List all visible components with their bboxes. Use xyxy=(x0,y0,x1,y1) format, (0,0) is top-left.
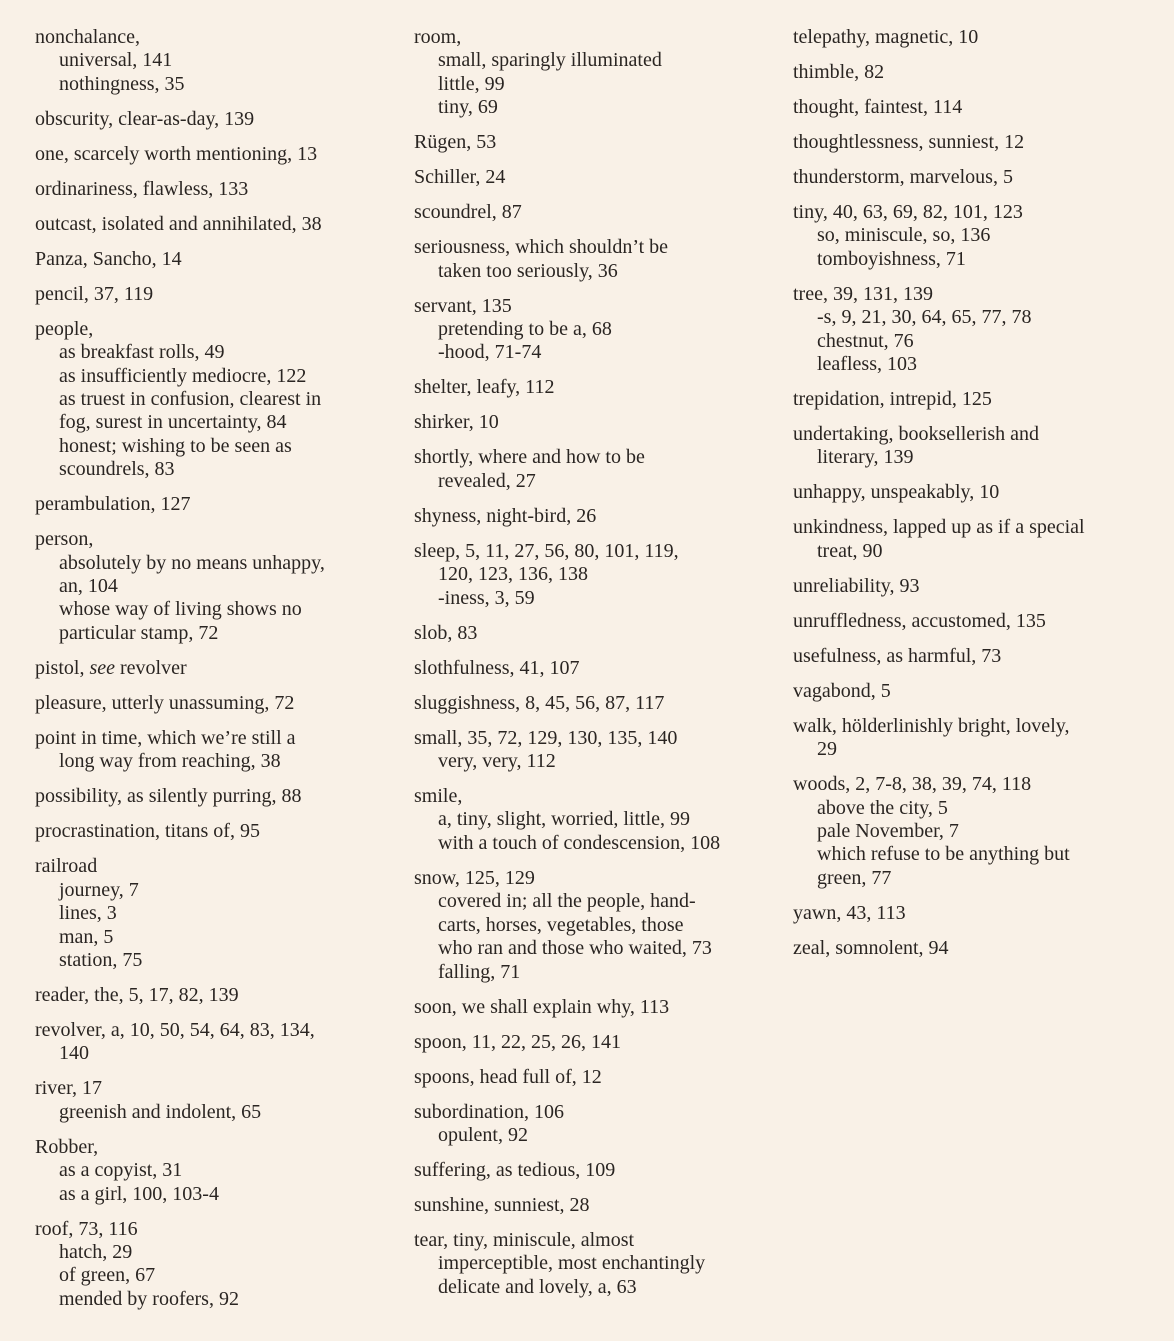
index-subentry: -s, 9, 21, 30, 64, 65, 77, 78 xyxy=(817,306,1032,329)
index-heading: soon, we shall explain why, 113 xyxy=(414,995,670,1018)
index-heading: thought, faintest, 114 xyxy=(793,96,963,118)
index-entry xyxy=(793,610,1155,633)
index-entry xyxy=(793,902,1155,925)
index-entry xyxy=(35,318,397,482)
index-entry xyxy=(414,1066,776,1089)
index-heading: usefulness, as harmful, 73 xyxy=(793,644,1002,667)
index-entry xyxy=(35,143,397,166)
index-subentry: as insufficiently mediocre, 122 xyxy=(59,364,307,387)
index-subentry: tomboyishness, 71 xyxy=(817,247,966,270)
index-entry xyxy=(414,657,776,680)
index-entry xyxy=(35,1136,397,1206)
index-entry xyxy=(414,201,776,224)
index-heading: one, scarcely worth mentioning, 13 xyxy=(35,142,318,165)
index-heading: Schiller, 24 xyxy=(414,166,506,189)
index-subentry: who ran and those who waited, 73 xyxy=(438,937,712,960)
index-subentry: carts, horses, vegetables, those xyxy=(438,913,684,936)
index-heading: yawn, 43, 113 xyxy=(793,901,906,924)
index-heading: suffering, as tedious, 109 xyxy=(414,1158,616,1181)
index-subentry: which refuse to be anything but xyxy=(817,843,1070,866)
index-heading: roof, 73, 116 xyxy=(35,1217,138,1240)
index-subentry: as a copyist, 31 xyxy=(59,1159,183,1182)
index-entry xyxy=(35,657,397,680)
index-heading: subordination, 106 xyxy=(414,1100,564,1123)
index-entry xyxy=(793,283,1155,377)
index-heading: small, 35, 72, 129, 130, 135, 140 xyxy=(414,726,678,749)
index-subentry: fog, surest in uncertainty, 84 xyxy=(59,411,287,434)
index-subentry: -hood, 71-74 xyxy=(438,341,542,364)
index-entry xyxy=(414,1229,776,1299)
index-entry xyxy=(793,423,1155,470)
index-entry xyxy=(35,493,397,516)
index-subentry: universal, 141 xyxy=(59,49,173,72)
index-entry xyxy=(414,622,776,645)
index-subentry: as truest in confusion, clearest in xyxy=(59,388,322,411)
index-entry xyxy=(793,575,1155,598)
index-subentry: lines, 3 xyxy=(59,902,117,925)
index-subentry: a, tiny, slight, worried, little, 99 xyxy=(438,808,691,831)
index-subentry: imperceptible, most enchantingly xyxy=(438,1252,706,1275)
index-subentry: of green, 67 xyxy=(59,1264,156,1287)
index-subentry: literary, 139 xyxy=(817,446,914,469)
index-heading: thimble, 82 xyxy=(793,61,885,83)
index-heading: unruffledness, accustomed, 135 xyxy=(793,609,1046,632)
index-heading: shyness, night-bird, 26 xyxy=(414,504,597,527)
cross-reference-target: revolver xyxy=(115,656,187,679)
index-heading: pleasure, utterly unassuming, 72 xyxy=(35,691,295,714)
index-subentry: green, 77 xyxy=(817,866,892,889)
index-entry xyxy=(35,692,397,715)
index-entry xyxy=(793,61,1155,84)
index-heading: scoundrel, 87 xyxy=(414,201,522,224)
index-entry xyxy=(793,645,1155,668)
index-subentry: chestnut, 76 xyxy=(817,329,914,352)
index-subentry: pale November, 7 xyxy=(817,820,959,843)
index-heading: river, 17 xyxy=(35,1077,102,1100)
index-heading: revolver, a, 10, 50, 54, 64, 83, 134, xyxy=(35,1018,315,1041)
index-heading: ordinariness, flawless, 133 xyxy=(35,177,249,200)
index-heading: snow, 125, 129 xyxy=(414,866,535,889)
index-heading: sunshine, sunniest, 28 xyxy=(414,1193,590,1216)
index-subentry: opulent, 92 xyxy=(438,1123,528,1146)
index-heading: unreliability, 93 xyxy=(793,574,920,597)
index-entry xyxy=(35,178,397,201)
index-entry xyxy=(35,984,397,1007)
index-entry xyxy=(414,131,776,154)
index-entry xyxy=(793,715,1155,762)
index-entry xyxy=(35,213,397,236)
index-entry xyxy=(793,773,1155,890)
index-entry xyxy=(414,295,776,365)
index-subentry: 29 xyxy=(817,738,837,761)
index-subentry: honest; wishing to be seen as xyxy=(59,434,292,457)
index-entry xyxy=(35,26,397,96)
index-subentry: as a girl, 100, 103-4 xyxy=(59,1182,219,1205)
index-column-3 xyxy=(793,26,1155,972)
index-subentry: very, very, 112 xyxy=(438,750,556,773)
index-heading: smile, xyxy=(414,785,463,808)
index-heading: obscurity, clear-as-day, 139 xyxy=(35,107,255,130)
index-subentry: as breakfast rolls, 49 xyxy=(59,341,225,364)
index-subentry: small, sparingly illuminated xyxy=(438,49,662,72)
index-entry xyxy=(414,1031,776,1054)
index-subentry: -iness, 3, 59 xyxy=(438,586,535,609)
index-heading: thunderstorm, marvelous, 5 xyxy=(793,166,1013,188)
index-heading: shirker, 10 xyxy=(414,411,499,434)
cross-reference-see: see xyxy=(89,656,115,679)
index-entry xyxy=(414,996,776,1019)
index-column-2 xyxy=(414,26,776,1311)
index-heading: spoon, 11, 22, 25, 26, 141 xyxy=(414,1030,622,1053)
index-heading: thoughtlessness, sunniest, 12 xyxy=(793,131,1025,153)
index-heading: point in time, which we’re still a xyxy=(35,726,296,749)
index-column-1 xyxy=(35,26,397,1323)
index-heading: pencil, 37, 119 xyxy=(35,282,154,305)
index-heading: Panza, Sancho, 14 xyxy=(35,247,182,270)
index-heading: room, xyxy=(414,26,462,48)
index-entry xyxy=(793,680,1155,703)
index-entry xyxy=(414,727,776,774)
index-entry xyxy=(793,201,1155,271)
index-entry xyxy=(35,1077,397,1124)
index-subentry: absolutely by no means unhappy, xyxy=(59,551,325,574)
index-subentry: scoundrels, 83 xyxy=(59,458,175,481)
index-heading: slothfulness, 41, 107 xyxy=(414,656,580,679)
index-heading: woods, 2, 7-8, 38, 39, 74, 118 xyxy=(793,773,1032,796)
index-entry xyxy=(414,236,776,283)
entry-text: pistol, xyxy=(35,656,90,679)
index-entry xyxy=(414,867,776,984)
index-heading: shortly, where and how to be xyxy=(414,446,645,469)
index-entry xyxy=(35,248,397,271)
index-entry xyxy=(414,376,776,399)
index-heading: unhappy, unspeakably, 10 xyxy=(793,481,1000,504)
index-subentry: little, 99 xyxy=(438,72,505,95)
index-subentry: 120, 123, 136, 138 xyxy=(438,563,588,586)
index-entry xyxy=(793,516,1155,563)
index-subentry: pretending to be a, 68 xyxy=(438,318,612,341)
index-heading: telepathy, magnetic, 10 xyxy=(793,26,979,48)
index-entry xyxy=(414,446,776,493)
index-subentry: above the city, 5 xyxy=(817,796,948,819)
index-entry xyxy=(35,785,397,808)
index-subentry: tiny, 69 xyxy=(438,96,498,119)
index-heading: railroad xyxy=(35,855,98,878)
index-heading: outcast, isolated and annihilated, 38 xyxy=(35,212,322,235)
index-subentry: long way from reaching, 38 xyxy=(59,750,281,773)
index-subentry: leafless, 103 xyxy=(817,353,917,376)
index-heading: tear, tiny, miniscule, almost xyxy=(414,1228,635,1251)
index-heading: shelter, leafy, 112 xyxy=(414,376,555,399)
index-entry xyxy=(414,26,776,120)
index-subentry: treat, 90 xyxy=(817,539,883,562)
index-subentry: revealed, 27 xyxy=(438,469,536,492)
index-subentry: whose way of living shows no xyxy=(59,598,302,621)
index-heading: tiny, 40, 63, 69, 82, 101, 123 xyxy=(793,201,1023,223)
index-entry xyxy=(793,481,1155,504)
index-heading xyxy=(35,657,397,680)
index-entry xyxy=(414,1101,776,1148)
index-entry xyxy=(35,283,397,306)
index-entry xyxy=(793,937,1155,960)
index-heading: nonchalance, xyxy=(35,26,140,48)
index-subentry: 140 xyxy=(59,1042,89,1065)
index-subentry: greenish and indolent, 65 xyxy=(59,1100,262,1123)
index-heading: perambulation, 127 xyxy=(35,493,191,516)
index-entry xyxy=(414,540,776,610)
index-heading: zeal, somnolent, 94 xyxy=(793,936,949,959)
index-entry xyxy=(414,1194,776,1217)
index-subentry: taken too seriously, 36 xyxy=(438,259,618,282)
index-entry xyxy=(35,855,397,972)
index-heading: person, xyxy=(35,528,94,551)
index-entry xyxy=(793,131,1155,154)
index-subentry: hatch, 29 xyxy=(59,1240,133,1263)
index-heading: people, xyxy=(35,317,94,340)
index-entry xyxy=(793,26,1155,49)
index-subentry: covered in; all the people, hand- xyxy=(438,890,696,913)
index-entry xyxy=(414,692,776,715)
index-entry xyxy=(414,1159,776,1182)
index-entry xyxy=(35,528,397,645)
index-heading: spoons, head full of, 12 xyxy=(414,1065,602,1088)
index-heading: walk, hölderlinishly bright, lovely, xyxy=(793,714,1070,737)
index-entry xyxy=(35,820,397,843)
index-entry xyxy=(35,1019,397,1066)
index-subentry: particular stamp, 72 xyxy=(59,621,219,644)
index-heading: undertaking, booksellerish and xyxy=(793,423,1040,446)
index-subentry: man, 5 xyxy=(59,925,114,948)
index-heading: sluggishness, 8, 45, 56, 87, 117 xyxy=(414,691,665,714)
index-heading: sleep, 5, 11, 27, 56, 80, 101, 119, xyxy=(414,539,679,562)
index-subentry: journey, 7 xyxy=(59,878,139,901)
index-entry xyxy=(414,785,776,855)
index-subentry: with a touch of condescension, 108 xyxy=(438,831,721,854)
index-entry xyxy=(414,505,776,528)
index-subentry: falling, 71 xyxy=(438,960,521,983)
index-entry xyxy=(35,108,397,131)
index-heading: Robber, xyxy=(35,1135,99,1158)
index-heading: procrastination, titans of, 95 xyxy=(35,820,260,843)
index-subentry: nothingness, 35 xyxy=(59,72,185,95)
index-subentry: so, miniscule, so, 136 xyxy=(817,224,991,247)
index-heading: slob, 83 xyxy=(414,621,478,644)
index-entry xyxy=(414,411,776,434)
index-entry xyxy=(414,166,776,189)
index-heading: servant, 135 xyxy=(414,294,512,317)
index-subentry: station, 75 xyxy=(59,948,143,971)
index-heading: possibility, as silently purring, 88 xyxy=(35,785,302,808)
index-subentry: an, 104 xyxy=(59,575,118,598)
index-heading: vagabond, 5 xyxy=(793,679,891,702)
index-entry xyxy=(35,727,397,774)
index-entry xyxy=(793,96,1155,119)
index-heading: Rügen, 53 xyxy=(414,131,497,154)
index-heading: reader, the, 5, 17, 82, 139 xyxy=(35,983,239,1006)
index-subentry: mended by roofers, 92 xyxy=(59,1287,239,1310)
index-heading: unkindness, lapped up as if a special xyxy=(793,516,1085,539)
index-entry xyxy=(35,1218,397,1312)
index-heading: seriousness, which shouldn’t be xyxy=(414,236,669,259)
index-entry xyxy=(793,166,1155,189)
index-entry xyxy=(793,388,1155,411)
index-heading: tree, 39, 131, 139 xyxy=(793,282,933,305)
index-subentry: delicate and lovely, a, 63 xyxy=(438,1275,637,1298)
index-heading: trepidation, intrepid, 125 xyxy=(793,388,992,411)
